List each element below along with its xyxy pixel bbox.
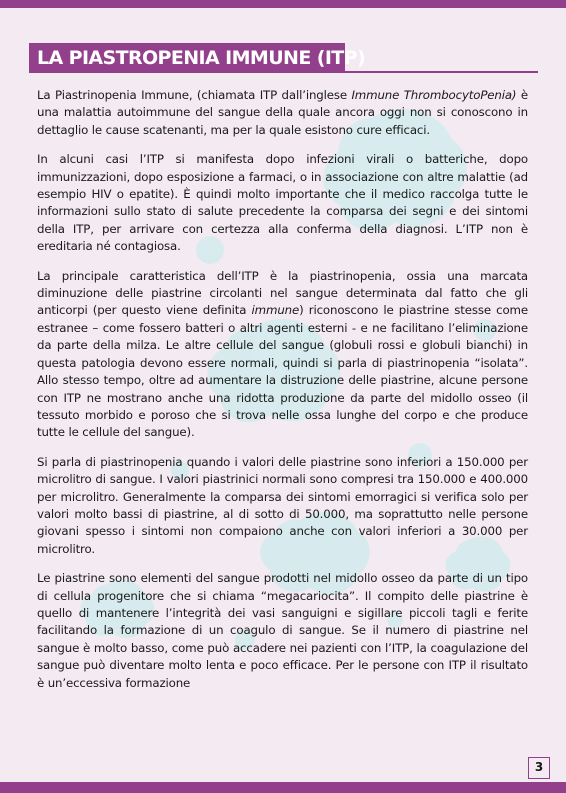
title-banner [29,43,366,73]
emphasis-text: Immune ThrombocytoPenia) [351,88,517,102]
paragraph-platelets: Le piastrine sono elementi del sangue prodotti nel midollo osseo da parte di un tipo di cellula progenitore che si chiama “megacariocita”. Il compito delle piastrine è quello di mantenere l’integrità dei vasi sanguigni e sigillare piccoli tagli e ferite facilitando la formazione di un coagulo di sangue. Se il numero di piastrine nel sangue è molto basso, come può accadere nei pazienti con l’ITP, la coagulazione del sangue può diventare molto lenta e poco efficace. Per le persone con ITP il risultato è un’eccessiva formazione [37,571,528,690]
paragraph-causes: In alcuni casi l’ITP si manifesta dopo infezioni virali o batteriche, dopo immunizzazioni, dopo esposizione a farmaci, o in associazione con altre malattie (ad esempio HIV o epatite). È quindi molto importante che il medico raccolga tutte le informazioni sullo stato di salute precedente la comparsa dei segni e dei sintomi della ITP, per arrivare con certezza alla conferma della diagnosi. L’ITP non è ereditaria né contagiosa. [37,152,528,254]
page-number: 3 [528,757,550,779]
paragraph-intro [37,87,528,139]
emphasis-text: immune [251,303,300,318]
paragraph-values: Si parla di piastrinopenia quando i valori delle piastrine sono inferiori a 150.000 per microlitro di sangue. I valori piastrinici normali sono compresi tra 150.000 e 400.000 per microlitro. Generalmente la comparsa dei sintomi emorragici si verifica solo per valori molto bassi di piastrine, al di sotto di 50.000, ma soprattutto nelle persone giovani spesso i sintomi non compaiono anche con valori inferiori a 30.000 per microlitro. [37,454,528,556]
paragraph-text: La principale caratteristica dell’ITP è la piastrinopenia, ossia una marcata diminuzione delle piastrine circolanti nel sangue determinata dal fatto che gli anticorpi (per questo viene definita [37,268,528,318]
paragraph-characteristics [37,268,528,442]
bottom-accent-bar [0,782,566,793]
paragraph-text: è una malattia autoimmune del sangue della quale ancora oggi non si conoscono in dettaglio le cause scatenanti, ma per la quale esistono cure efficaci. [37,88,528,137]
paragraph-text: ) riconoscono le piastrine stesse come estranee – come fossero batteri o altri agenti esterni - e ne facilitano l’eliminazione da parte della milza. Le altre cellule del sangue (globuli rossi e globuli bianchi) in questa patologia devono essere normali, quindi si parla di piastrinopenia “isolata”. Allo stesso tempo, oltre ad aumentare la distruzione delle piastrine, alcune persone con ITP ne mostrano anche una ridotta produzione da parte del midollo osseo (il tessuto morbido e poroso che si trova nelle ossa lunghe del corpo e che produce tutte le cellule del sangue). [37,303,529,440]
title-underline-rule [345,71,538,73]
paragraph-text: La Piastrinopenia Immune, (chiamata ITP dall’inglese [37,88,352,102]
page-title: LA PIASTROPENIA IMMUNE (ITP) [37,47,366,69]
article-body [37,87,528,704]
